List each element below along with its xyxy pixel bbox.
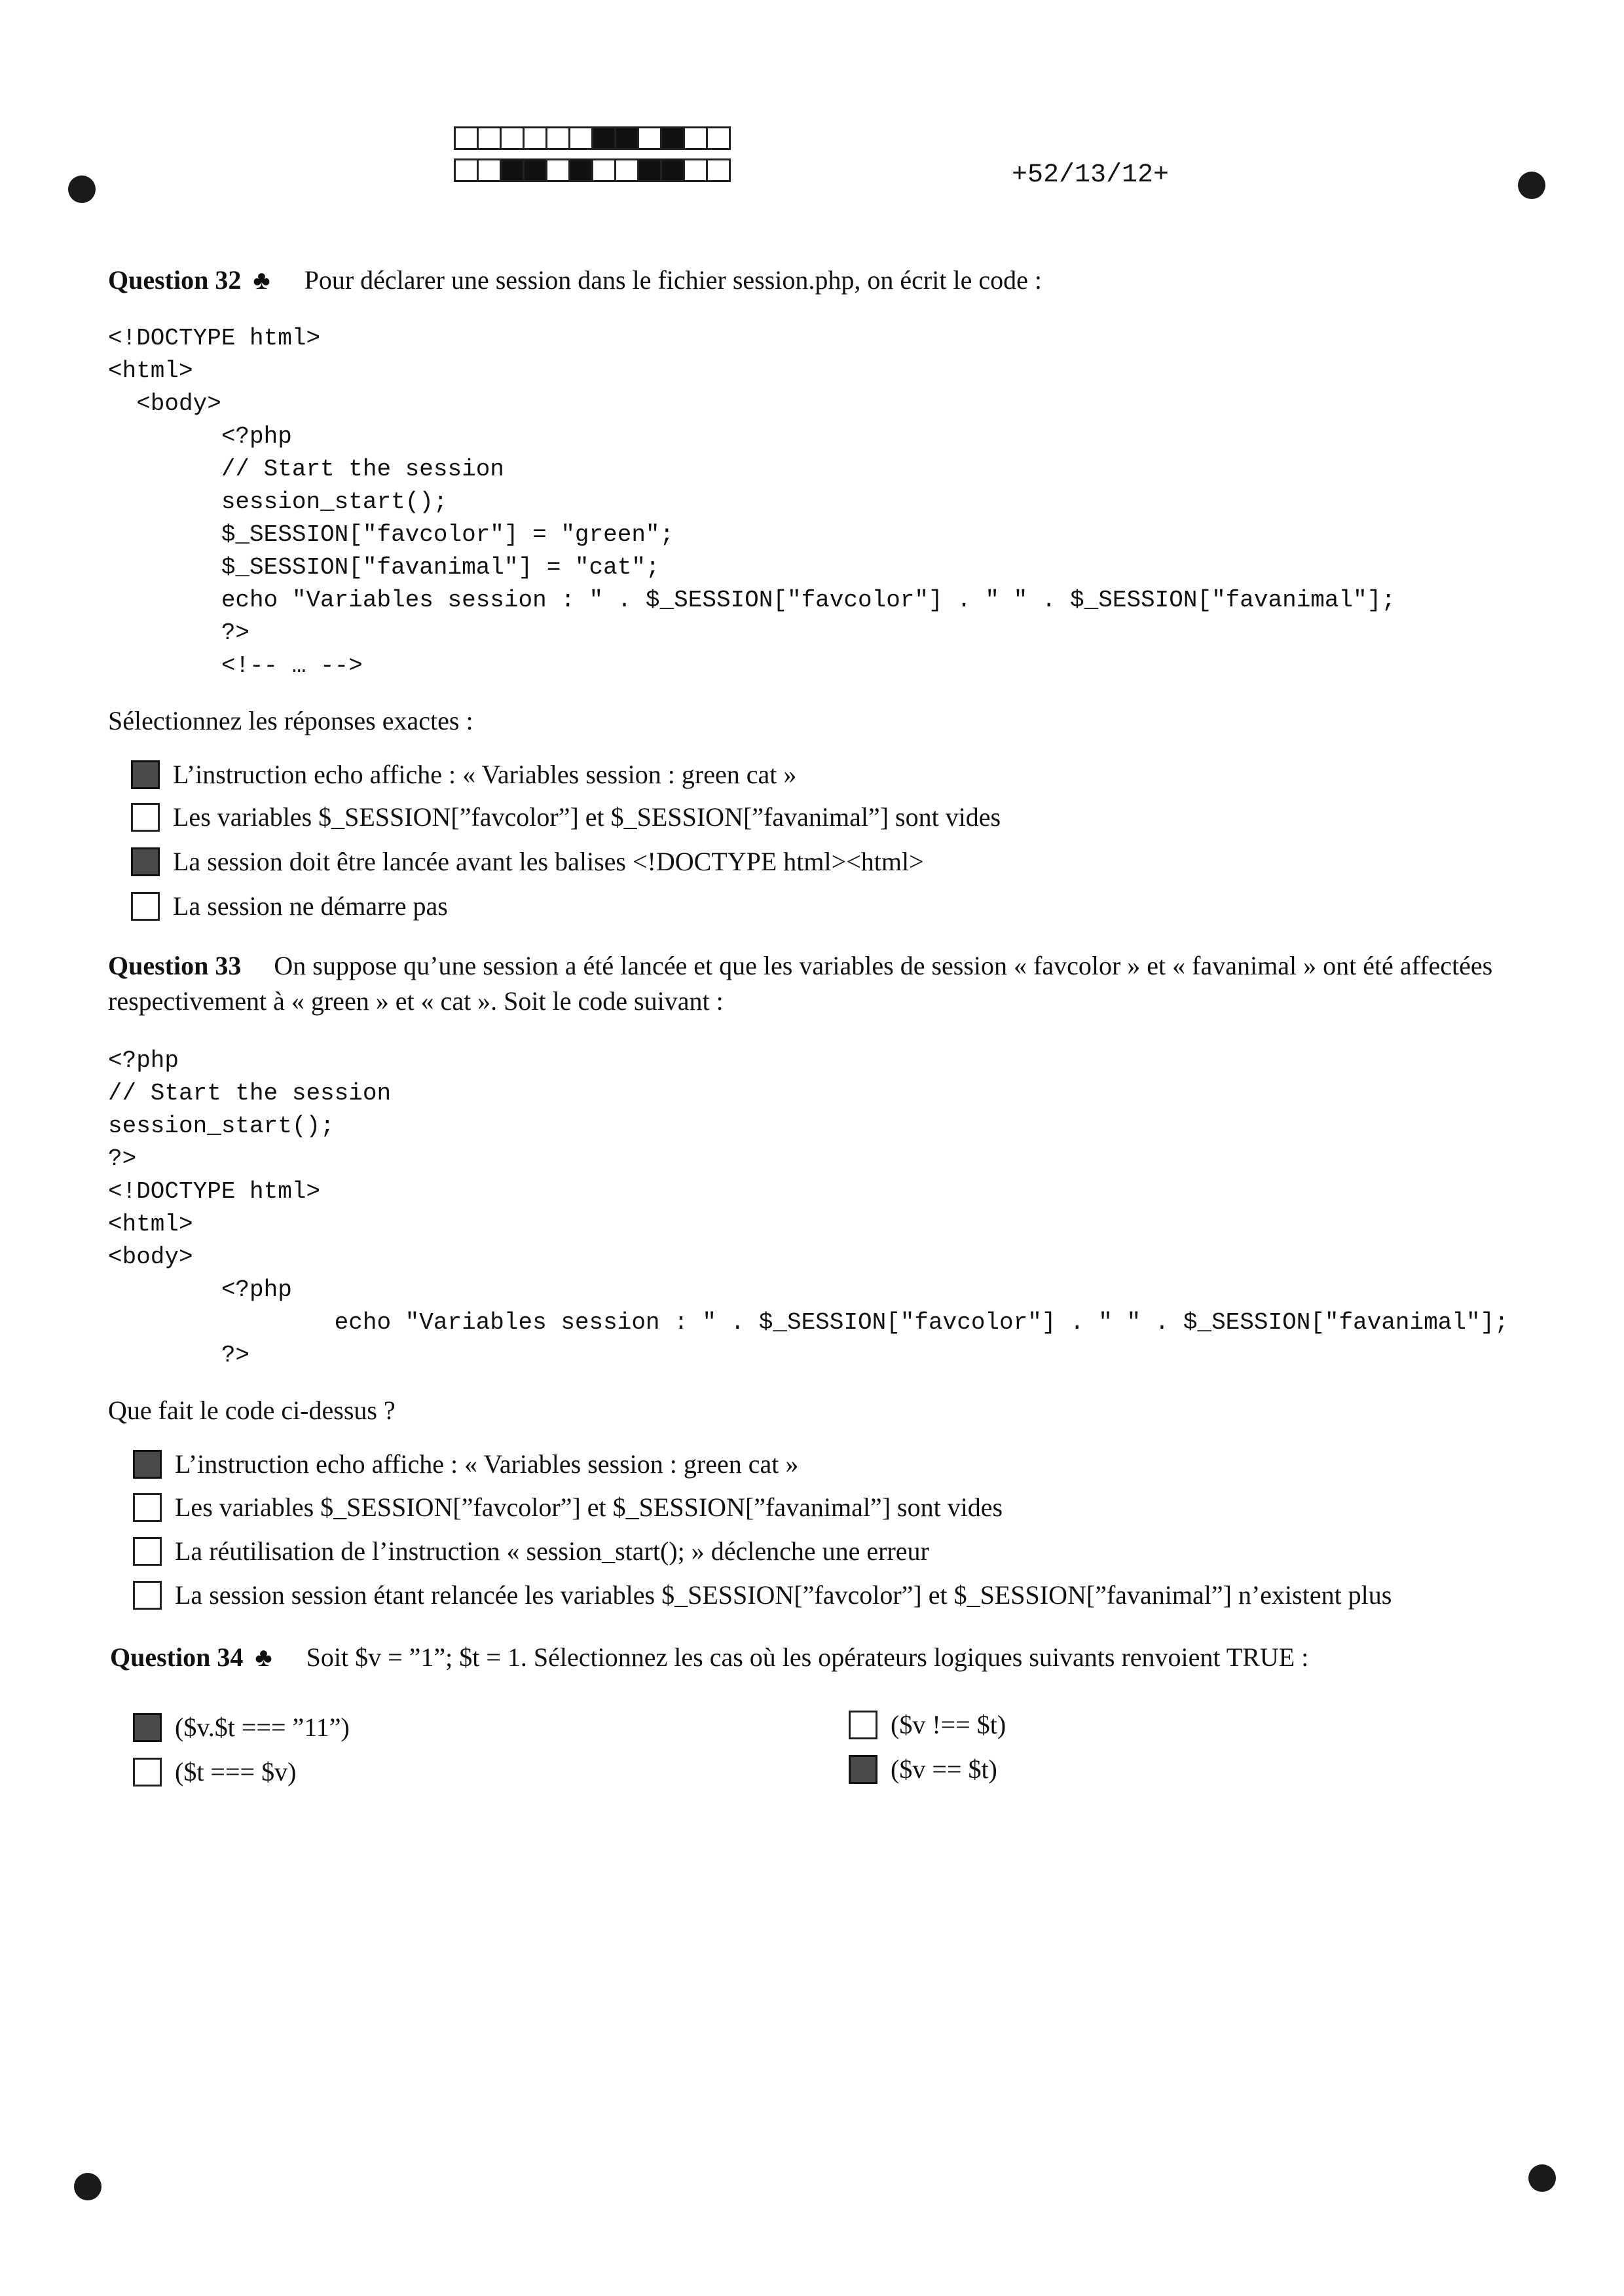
option-label: La session session étant relancée les variables $_SESSION[”favcolor”] et $_SESSION[”favanimal”] n’existent plus — [175, 1580, 1392, 1610]
question-34-header — [110, 1640, 1308, 1675]
barcode-cell — [660, 126, 685, 150]
checkbox[interactable] — [133, 1537, 162, 1566]
registration-mark-top-left — [68, 176, 96, 203]
barcode-cell — [637, 126, 662, 150]
option-label: Les variables $_SESSION[”favcolor”] et $_SESSION[”favanimal”] sont vides — [175, 1492, 1003, 1522]
barcode-cell — [523, 126, 547, 150]
option-q33-2[interactable] — [133, 1491, 1003, 1525]
option-label: La réutilisation de l’instruction « session_start(); » déclenche une erreur — [175, 1536, 929, 1566]
option-q34-2[interactable] — [849, 1708, 1006, 1742]
club-icon: ♣ — [255, 1642, 272, 1672]
option-label: La session ne démarre pas — [173, 891, 448, 921]
option-q32-2[interactable] — [131, 800, 1001, 834]
barcode-cell — [683, 158, 708, 182]
option-label: ($v.$t === ”11”) — [175, 1713, 350, 1742]
barcode-cell — [477, 158, 502, 182]
option-label: ($t === $v) — [175, 1757, 297, 1787]
option-q32-3[interactable] — [131, 845, 924, 879]
checkbox[interactable] — [133, 1581, 162, 1610]
option-label: ($v == $t) — [891, 1754, 997, 1784]
barcode-cell — [500, 158, 525, 182]
barcode-cell — [568, 158, 593, 182]
checkbox[interactable] — [131, 760, 160, 789]
checkbox[interactable] — [849, 1711, 877, 1739]
barcode-cell — [477, 126, 502, 150]
barcode-cell — [523, 158, 547, 182]
checkbox[interactable] — [133, 1713, 162, 1742]
prompt-q32: Sélectionnez les réponses exactes : — [108, 706, 473, 735]
barcode-cell — [706, 126, 731, 150]
option-label: Les variables $_SESSION[”favcolor”] et $_SESSION[”favanimal”] sont vides — [173, 802, 1001, 832]
checkbox[interactable] — [133, 1758, 162, 1787]
code-block-q32: <!DOCTYPE html> <html> <body> <?php // Start the session session_start(); $_SESSION["favcolor"] = "green"; $_SESSION["favanimal"] = "cat"; echo "Variables session : " . $_SESSION["favcolor"] . " " . $_SESSION["favanimal"]; ?> <!-- … --> — [108, 325, 1395, 679]
page-id: +52/13/12+ — [1012, 160, 1170, 190]
barcode-cell — [454, 158, 479, 182]
option-q32-4[interactable] — [131, 889, 448, 923]
barcode-cell — [568, 126, 593, 150]
question-text: On suppose qu’une session a été lancée et que les variables de session « favcolor » et « favanimal » ont été affectées respectivement à « green » et « cat ». Soit le code suivant : — [108, 951, 1493, 1016]
option-q34-4[interactable] — [849, 1752, 997, 1787]
checkbox[interactable] — [849, 1755, 877, 1784]
option-q32-1[interactable] — [131, 758, 796, 792]
checkbox[interactable] — [133, 1493, 162, 1522]
question-32-header — [108, 263, 1042, 297]
option-label: L’instruction echo affiche : « Variables session : green cat » — [175, 1449, 799, 1479]
question-text: Pour déclarer une session dans le fichier session.php, on écrit le code : — [304, 265, 1042, 295]
prompt-q33: Que fait le code ci-dessus ? — [108, 1396, 396, 1425]
barcode-cell — [660, 158, 685, 182]
barcode-cell — [545, 158, 570, 182]
option-q33-3[interactable] — [133, 1534, 929, 1568]
barcode-cell — [545, 126, 570, 150]
barcode-row-1 — [454, 126, 729, 150]
checkbox[interactable] — [131, 847, 160, 876]
question-number: Question 33 — [108, 951, 242, 980]
code-block-q33: <?php // Start the session session_start(); ?> <!DOCTYPE html> <html> <body> <?php echo "Variables session : " . $_SESSION["favcolor"] . " " . $_SESSION["favanimal"]; ?> — [108, 1047, 1509, 1369]
club-icon: ♣ — [253, 265, 270, 295]
registration-mark-top-right — [1518, 172, 1545, 199]
barcode-cell — [614, 126, 639, 150]
option-q33-1[interactable] — [133, 1447, 798, 1481]
barcode-cell — [591, 126, 616, 150]
option-label: La session doit être lancée avant les balises <!DOCTYPE html><html> — [173, 847, 924, 876]
question-text: Soit $v = ”1”; $t = 1. Sélectionnez les cas où les opérateurs logiques suivants renvoient TRUE : — [306, 1642, 1309, 1672]
registration-mark-bottom-left — [74, 2173, 101, 2200]
question-number: Question 32 — [108, 265, 242, 295]
checkbox[interactable] — [133, 1450, 162, 1479]
barcode-cell — [683, 126, 708, 150]
option-q33-4[interactable] — [133, 1578, 1392, 1612]
checkbox[interactable] — [131, 803, 160, 832]
question-33-header — [108, 948, 1522, 1019]
barcode-cell — [591, 158, 616, 182]
registration-mark-bottom-right — [1528, 2164, 1556, 2192]
barcode-cell — [637, 158, 662, 182]
barcode-cell — [500, 126, 525, 150]
option-label: L’instruction echo affiche : « Variables session : green cat » — [173, 760, 797, 789]
barcode-cell — [614, 158, 639, 182]
barcode-row-2 — [454, 158, 729, 182]
checkbox[interactable] — [131, 892, 160, 921]
barcode-cell — [706, 158, 731, 182]
barcode-cell — [454, 126, 479, 150]
option-label: ($v !== $t) — [891, 1710, 1006, 1739]
option-q34-1[interactable] — [133, 1711, 350, 1745]
option-q34-3[interactable] — [133, 1755, 296, 1789]
question-number: Question 34 — [110, 1642, 244, 1672]
